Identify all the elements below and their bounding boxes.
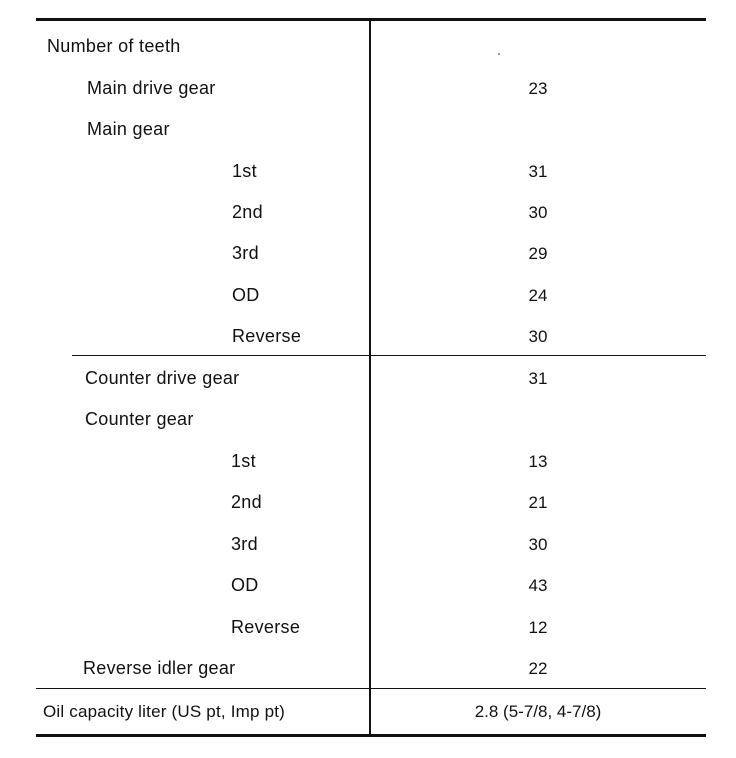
- value-main-gear-3rd: 29: [528, 244, 548, 263]
- value-counter-gear-od: 43: [528, 576, 548, 595]
- label-main-gear-3rd: 3rd: [232, 243, 259, 263]
- label-reverse-idler-gear: Reverse idler gear: [83, 658, 236, 678]
- label-counter-gear-2nd: 2nd: [231, 492, 262, 512]
- value-main-gear-1st: 31: [528, 162, 548, 181]
- value-counter-gear-1st: 13: [528, 452, 548, 471]
- value-counter-drive-gear: 31: [528, 369, 548, 388]
- divider-oil-capacity: [36, 688, 706, 689]
- value-oil-capacity: 2.8 (5-7/8, 4-7/8): [474, 702, 602, 721]
- label-counter-gear-1st: 1st: [231, 451, 256, 471]
- column-divider: [369, 19, 371, 737]
- label-main-drive-gear: Main drive gear: [87, 78, 216, 98]
- value-counter-gear-2nd: 21: [528, 493, 548, 512]
- label-counter-gear-reverse: Reverse: [231, 617, 301, 637]
- value-counter-gear-3rd: 30: [528, 535, 548, 554]
- value-main-drive-gear: 23: [528, 79, 548, 98]
- label-counter-drive-gear: Counter drive gear: [85, 368, 240, 388]
- label-oil-capacity: Oil capacity liter (US pt, Imp pt): [43, 702, 286, 721]
- label-counter-gear: Counter gear: [85, 409, 194, 429]
- heading-number-of-teeth: Number of teeth: [47, 36, 181, 56]
- divider-main-counter: [72, 355, 706, 356]
- print-speck: [498, 53, 500, 55]
- label-main-gear-1st: 1st: [232, 161, 257, 181]
- bottom-rule: [36, 734, 706, 737]
- value-main-gear-reverse: 30: [528, 327, 548, 346]
- label-main-gear: Main gear: [87, 119, 170, 139]
- label-main-gear-od: OD: [232, 285, 260, 305]
- label-counter-gear-od: OD: [231, 575, 259, 595]
- label-main-gear-reverse: Reverse: [232, 326, 302, 346]
- value-main-gear-2nd: 30: [528, 203, 548, 222]
- label-main-gear-2nd: 2nd: [232, 202, 263, 222]
- value-counter-gear-reverse: 12: [528, 618, 548, 637]
- label-counter-gear-3rd: 3rd: [231, 534, 258, 554]
- value-reverse-idler-gear: 22: [528, 659, 548, 678]
- value-main-gear-od: 24: [528, 286, 548, 305]
- top-rule: [36, 18, 706, 21]
